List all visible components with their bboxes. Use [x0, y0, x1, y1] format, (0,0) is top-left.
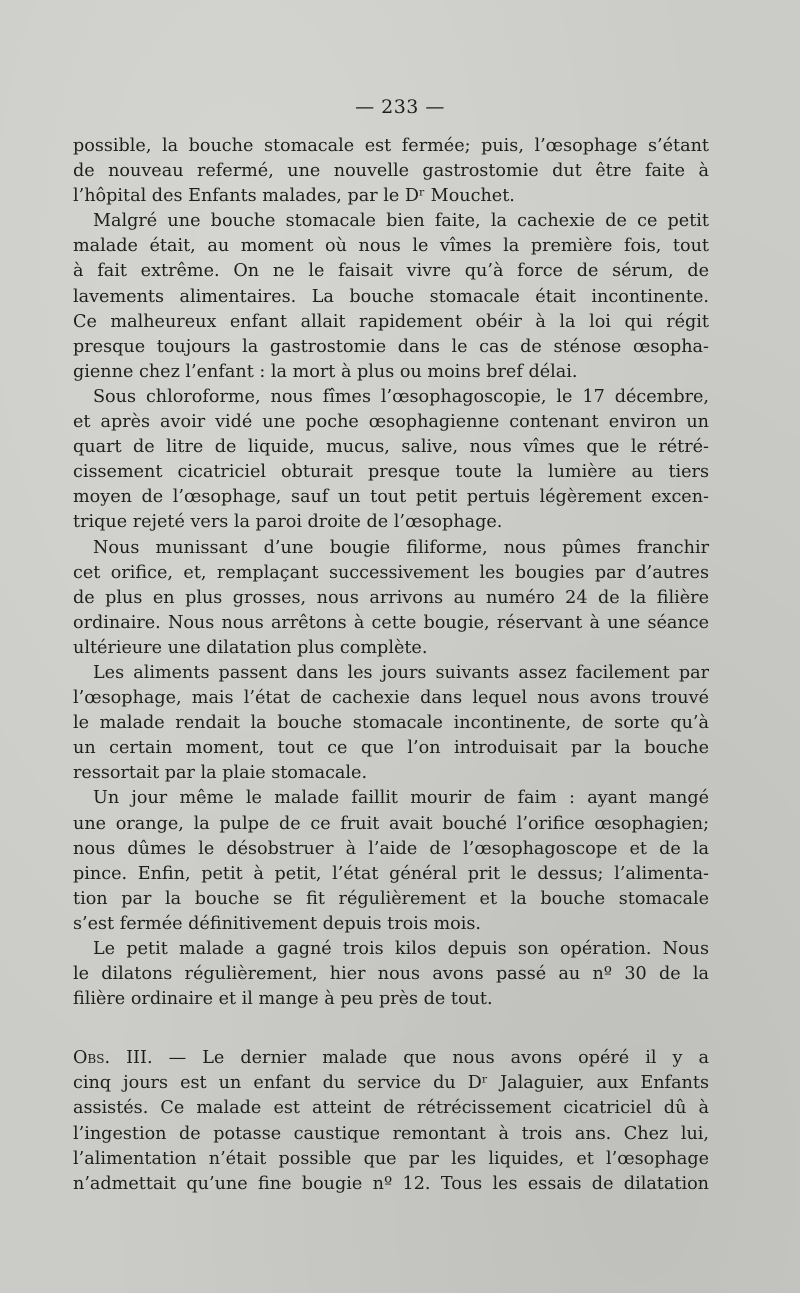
text-line: pince. Enfin, petit à petit, l’état général prit le dessus; l’alimenta-	[73, 863, 709, 884]
text-line: de nouveau refermé, une nouvelle gastrostomie dut être faite à	[73, 161, 709, 182]
obs-text: — Le dernier malade que nous avons opéré il y a	[168, 1048, 709, 1069]
text-line: gienne chez l’enfant : la mort à plus ou moins bref délai.	[73, 361, 578, 382]
text-line: presque toujours la gastrostomie dans le cas de sténose œsopha-	[73, 336, 709, 357]
text-line: trique rejeté vers la paroi droite de l’œsophage.	[73, 512, 503, 533]
text-line: moyen de l’œsophage, sauf un tout petit pertuis légèrement excen-	[73, 487, 709, 508]
text-line: assistés. Ce malade est atteint de rétrécissement cicatriciel dû à	[73, 1098, 709, 1119]
text-line: Nous munissant d’une bougie filiforme, nous pûmes franchir	[93, 537, 709, 558]
text-line: l’hôpital des Enfants malades, par le Dʳ Mouchet.	[73, 186, 515, 207]
text-line: Malgré une bouche stomacale bien faite, la cachexie de ce petit	[93, 211, 709, 232]
text-line: cissement cicatriciel obturait presque toute la lumière au tiers	[73, 462, 709, 483]
text-line: tion par la bouche se fit régulièrement et la bouche stomacale	[73, 888, 709, 909]
section-gap	[73, 1012, 709, 1046]
text-line: lavements alimentaires. La bouche stomacale était incontinente.	[73, 286, 709, 307]
text-line: une orange, la pulpe de ce fruit avait bouché l’orifice œsophagien;	[73, 813, 709, 834]
text-line: l’alimentation n’était possible que par les liquides, et l’œsophage	[73, 1148, 709, 1169]
text-line: Un jour même le malade faillit mourir de faim : ayant mangé	[93, 788, 709, 809]
text-line: filière ordinaire et il mange à peu près de tout.	[73, 989, 493, 1010]
text-line: cinq jours est un enfant du service du Dʳ Jalaguier, aux Enfants	[73, 1073, 709, 1094]
text-line: le dilatons régulièrement, hier nous avons passé au nº 30 de la	[73, 964, 709, 985]
text-line: ressortait par la plaie stomacale.	[73, 763, 368, 784]
text-line: Les aliments passent dans les jours suivants assez facilement par	[93, 662, 709, 683]
text-line: cet orifice, et, remplaçant successivement les bougies par d’autres	[73, 562, 709, 583]
text-line: de plus en plus grosses, nous arrivons au numéro 24 de la filière	[73, 587, 709, 608]
text-line: Sous chloroforme, nous fîmes l’œsophagoscopie, le 17 décembre,	[93, 386, 709, 407]
text-line: possible, la bouche stomacale est fermée; puis, l’œsophage s’étant	[73, 136, 709, 156]
obs-heading-line	[73, 1046, 709, 1071]
text-line: ultérieure une dilatation plus complète.	[73, 637, 428, 658]
text-line: malade était, au moment où nous le vîmes la première fois, tout	[73, 236, 709, 257]
text-line: Ce malheureux enfant allait rapidement obéir à la loi qui régit	[73, 311, 709, 332]
text-line: et après avoir vidé une poche œsophagienne contenant environ un	[73, 412, 709, 433]
text-line: quart de litre de liquide, mucus, salive, nous vîmes que le rétré-	[73, 437, 709, 458]
body-text	[73, 134, 709, 1197]
text-line: l’ingestion de potasse caustique remontant à trois ans. Chez lui,	[73, 1123, 709, 1144]
text-line: Le petit malade a gagné trois kilos depuis son opération. Nous	[93, 939, 709, 959]
page-number: — 233 —	[355, 96, 445, 118]
text-line: l’œsophage, mais l’état de cachexie dans lequel nous avons trouvé	[73, 688, 709, 709]
text-line: ordinaire. Nous nous arrêtons à cette bougie, réservant à une séance	[73, 612, 709, 633]
text-line: s’est fermée définitivement depuis trois mois.	[73, 913, 482, 934]
text-line: nous dûmes le désobstruer à l’aide de l’œsophagoscope et de la	[73, 838, 709, 859]
text-line: un certain moment, tout ce que l’on introduisait par la bouche	[73, 738, 709, 759]
text-line: le malade rendait la bouche stomacale incontinente, de sorte qu’à	[73, 713, 709, 734]
obs-label: Obs. III.	[73, 1048, 153, 1069]
text-line: à fait extrême. On ne le faisait vivre qu’à force de sérum, de	[73, 261, 709, 282]
text-line: n’admettait qu’une fine bougie nº 12. Tous les essais de dilatation	[73, 1173, 709, 1194]
